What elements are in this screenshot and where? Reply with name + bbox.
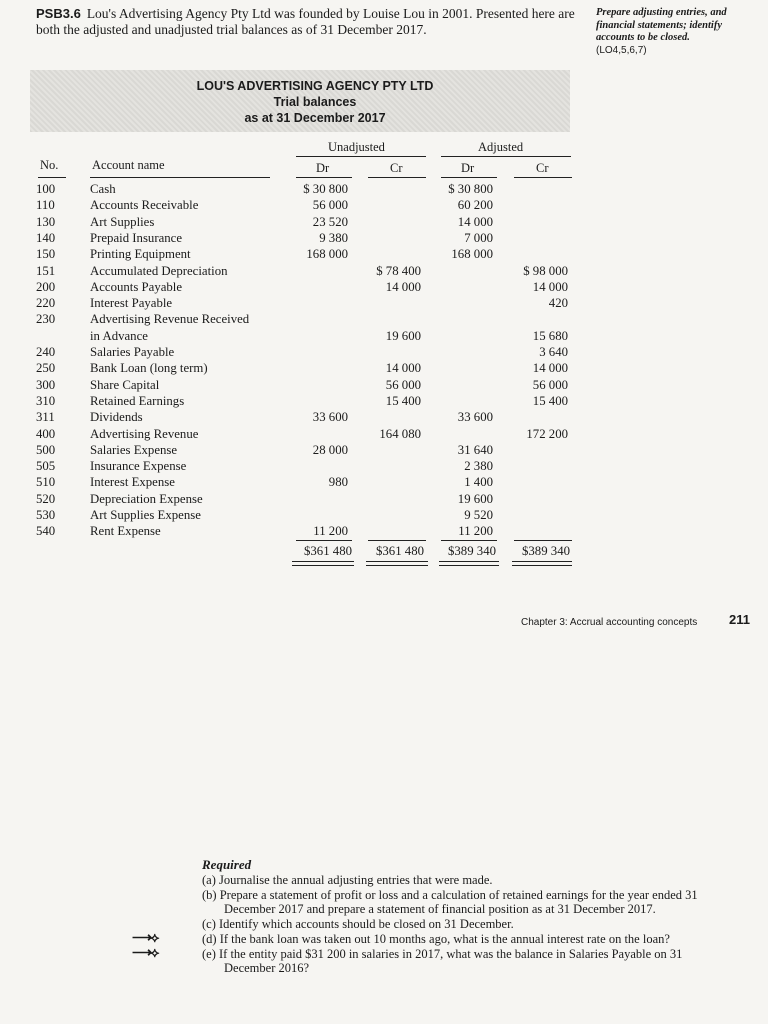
account-number: 110	[36, 198, 55, 213]
account-name: Rent Expense	[90, 524, 161, 539]
account-name: Salaries Expense	[90, 442, 178, 457]
adjusted-cr: 3 640	[539, 345, 568, 359]
account-name: Advertising Revenue	[90, 426, 199, 441]
table-row	[0, 409, 768, 425]
header-adjusted: Adjusted	[478, 140, 524, 154]
table-row	[0, 474, 768, 490]
table-row	[0, 311, 768, 327]
table-row	[0, 197, 768, 213]
account-number: 510	[36, 475, 56, 490]
required-item-text: If the entity paid $31 200 in salaries in 2017, what was the balance in Salaries Payable on 31 December 2016?	[219, 947, 683, 975]
account-number: 130	[36, 214, 56, 229]
account-number: 150	[36, 247, 56, 262]
account-name: Prepaid Insurance	[90, 230, 183, 245]
required-item-label: (e)	[202, 947, 216, 961]
table-row	[0, 328, 768, 344]
rule-ucr	[368, 177, 426, 178]
table-row	[0, 214, 768, 230]
table-row	[0, 246, 768, 262]
account-number: 200	[36, 279, 56, 294]
double-rule-udr	[292, 561, 354, 566]
unadjusted-dr: 33 600	[312, 410, 348, 425]
account-name: Accumulated Depreciation	[90, 263, 228, 278]
account-name: Dividends	[90, 410, 143, 425]
table-row	[0, 491, 768, 507]
unadjusted-dr: 11 200	[313, 524, 348, 539]
company-name: LOU'S ADVERTISING AGENCY PTY LTD	[196, 79, 434, 93]
subtotal-rule-acr	[514, 540, 572, 541]
total-unadjusted-cr: $361 480	[376, 544, 424, 558]
required-item	[202, 873, 732, 887]
table-title	[160, 78, 470, 126]
adjusted-dr: 7 000	[464, 230, 493, 245]
subtotal-rule-udr	[296, 540, 352, 541]
header-unadjusted-cr: Cr	[390, 161, 403, 175]
adjusted-dr: 11 200	[458, 524, 493, 539]
unadjusted-cr: 14 000	[385, 361, 421, 376]
account-number: 230	[36, 312, 56, 327]
account-number: 151	[36, 263, 56, 278]
account-name: Interest Payable	[90, 296, 173, 311]
header-rule-unadjusted	[296, 156, 426, 157]
adjusted-cr: 420	[548, 296, 568, 311]
account-name: Share Capital	[90, 377, 160, 392]
report-name: Trial balances	[273, 95, 357, 109]
chapter-footer: Chapter 3: Accrual accounting concepts	[521, 617, 698, 628]
adjusted-dr: 2 380	[464, 459, 493, 474]
unadjusted-cr: 56 000	[385, 377, 421, 392]
side-note-text: Prepare adjusting entries, and financial statements; identify accounts to be closed.	[596, 7, 727, 43]
total-unadjusted-dr: $361 480	[304, 544, 352, 558]
table-row	[0, 426, 768, 442]
account-name: Depreciation Expense	[90, 491, 203, 506]
account-number: 310	[36, 393, 56, 408]
header-unadjusted-dr: Dr	[316, 161, 330, 175]
adjusted-cr: 56 000	[532, 377, 568, 392]
table-row	[0, 393, 768, 409]
required-item	[132, 946, 732, 975]
account-name: Accounts Payable	[90, 279, 183, 294]
required-item	[132, 931, 732, 946]
unadjusted-dr: 56 000	[312, 198, 348, 213]
adjusted-cr: 15 400	[532, 393, 568, 408]
account-number: 500	[36, 442, 56, 457]
unadjusted-dr: 168 000	[306, 247, 348, 262]
required-item-label: (b)	[202, 888, 217, 902]
page-number: 211	[729, 612, 750, 627]
adjusted-cr: 14 000	[532, 361, 568, 376]
account-number: 140	[36, 230, 56, 245]
account-name: Printing Equipment	[90, 247, 191, 262]
side-note	[596, 7, 756, 57]
arrow-marker-icon: ⟶⟡	[132, 946, 158, 961]
table-row	[0, 442, 768, 458]
unadjusted-cr: $ 78 400	[376, 263, 421, 278]
unadjusted-dr: 980	[328, 475, 348, 490]
account-number: 505	[36, 459, 56, 474]
arrow-marker-icon: ⟶⟡	[132, 931, 158, 946]
header-adjusted-dr: Dr	[461, 161, 475, 175]
account-number: 240	[36, 345, 56, 359]
double-rule-adr	[439, 561, 499, 566]
adjusted-dr: 168 000	[451, 247, 493, 262]
table-row	[0, 295, 768, 311]
table-row	[0, 181, 768, 197]
unadjusted-cr: 164 080	[379, 426, 421, 441]
account-name: Interest Expense	[90, 475, 175, 490]
unadjusted-dr: 23 520	[312, 214, 348, 229]
account-number: 300	[36, 377, 56, 392]
account-number: 540	[36, 524, 56, 539]
required-item-text: If the bank loan was taken out 10 months ago, what is the annual interest rate on the loan?	[219, 932, 670, 946]
required-item-label: (c)	[202, 917, 216, 931]
table-row	[0, 458, 768, 474]
account-number: 520	[36, 491, 56, 506]
account-name: Bank Loan (long term)	[90, 361, 208, 376]
unadjusted-dr: $ 30 800	[303, 182, 348, 196]
subtotal-rule-adr	[441, 540, 497, 541]
account-name: Accounts Receivable	[90, 198, 199, 213]
required-item	[202, 888, 732, 916]
account-name: Art Supplies Expense	[90, 508, 201, 522]
rule-adr	[441, 177, 497, 178]
account-number: 311	[36, 410, 55, 425]
required-item-label: (d)	[202, 932, 217, 946]
double-rule-ucr	[366, 561, 428, 566]
adjusted-cr: 14 000	[532, 279, 568, 294]
required-item-text: Prepare a statement of profit or loss and a calculation of retained earnings for the year ended 31 December 2017 and prepare a statement of financial position as at 31 December 2017.	[219, 888, 698, 916]
unadjusted-cr: 14 000	[385, 279, 421, 294]
problem-id: PSB3.6	[36, 6, 81, 21]
table-row	[0, 230, 768, 246]
table-row	[0, 377, 768, 393]
header-rule-adjusted	[441, 156, 571, 157]
problem-statement	[36, 6, 576, 38]
adjusted-dr: $ 30 800	[448, 182, 493, 196]
adjusted-cr: 15 680	[532, 328, 568, 343]
account-name: Salaries Payable	[90, 345, 175, 359]
adjusted-cr: $ 98 000	[523, 263, 568, 278]
account-number: 400	[36, 426, 56, 441]
table-row	[0, 344, 768, 360]
rule-udr	[296, 177, 352, 178]
subtotal-rule-ucr	[368, 540, 426, 541]
unadjusted-cr: 15 400	[385, 393, 421, 408]
header-unadjusted: Unadjusted	[328, 140, 385, 154]
adjusted-dr: 60 200	[457, 198, 493, 213]
adjusted-dr: 33 600	[457, 410, 493, 425]
account-number: 100	[36, 182, 56, 196]
account-number: 530	[36, 508, 56, 522]
account-name: Cash	[90, 182, 116, 196]
rule-acr	[514, 177, 572, 178]
adjusted-dr: 1 400	[464, 475, 493, 490]
unadjusted-cr: 19 600	[385, 328, 421, 343]
unadjusted-dr: 28 000	[312, 442, 348, 457]
adjusted-dr: 19 600	[457, 491, 493, 506]
table-row	[0, 523, 768, 539]
required-title: Required	[202, 857, 252, 872]
required-section	[132, 857, 732, 976]
table-row	[0, 507, 768, 523]
learning-objectives: (LO4,5,6,7)	[596, 44, 647, 56]
account-number: 220	[36, 296, 56, 311]
double-rule-acr	[512, 561, 572, 566]
required-item-text: Identify which accounts should be closed on 31 December.	[219, 917, 514, 931]
table-row	[0, 263, 768, 279]
table-row	[0, 279, 768, 295]
header-account-name: Account name	[92, 158, 165, 172]
total-adjusted-cr: $389 340	[522, 544, 570, 558]
account-number: 250	[36, 361, 56, 376]
header-adjusted-cr: Cr	[536, 161, 549, 175]
table-row	[0, 360, 768, 376]
account-name: Advertising Revenue Received	[90, 312, 250, 327]
report-date: as at 31 December 2017	[244, 111, 386, 125]
account-name: Retained Earnings	[90, 393, 185, 408]
header-no: No.	[40, 158, 59, 172]
adjusted-dr: 14 000	[457, 214, 493, 229]
problem-text: Lou's Advertising Agency Pty Ltd was founded by Louise Lou in 2001. Presented here are both the adjusted and unadjusted trial balances as of 31 December 2017.	[36, 6, 575, 37]
account-name: Insurance Expense	[90, 459, 187, 474]
adjusted-dr: 31 640	[457, 442, 493, 457]
account-name: Art Supplies	[90, 214, 155, 229]
unadjusted-dr: 9 380	[319, 230, 348, 245]
rule-account	[90, 177, 270, 178]
rule-no	[38, 177, 66, 178]
adjusted-dr: 9 520	[464, 508, 493, 522]
account-name: in Advance	[90, 328, 148, 343]
required-items	[132, 873, 732, 975]
total-adjusted-dr: $389 340	[448, 544, 496, 558]
required-item	[202, 917, 732, 931]
required-item-label: (a)	[202, 873, 216, 887]
adjusted-cr: 172 200	[526, 426, 568, 441]
required-item-text: Journalise the annual adjusting entries that were made.	[219, 873, 493, 887]
